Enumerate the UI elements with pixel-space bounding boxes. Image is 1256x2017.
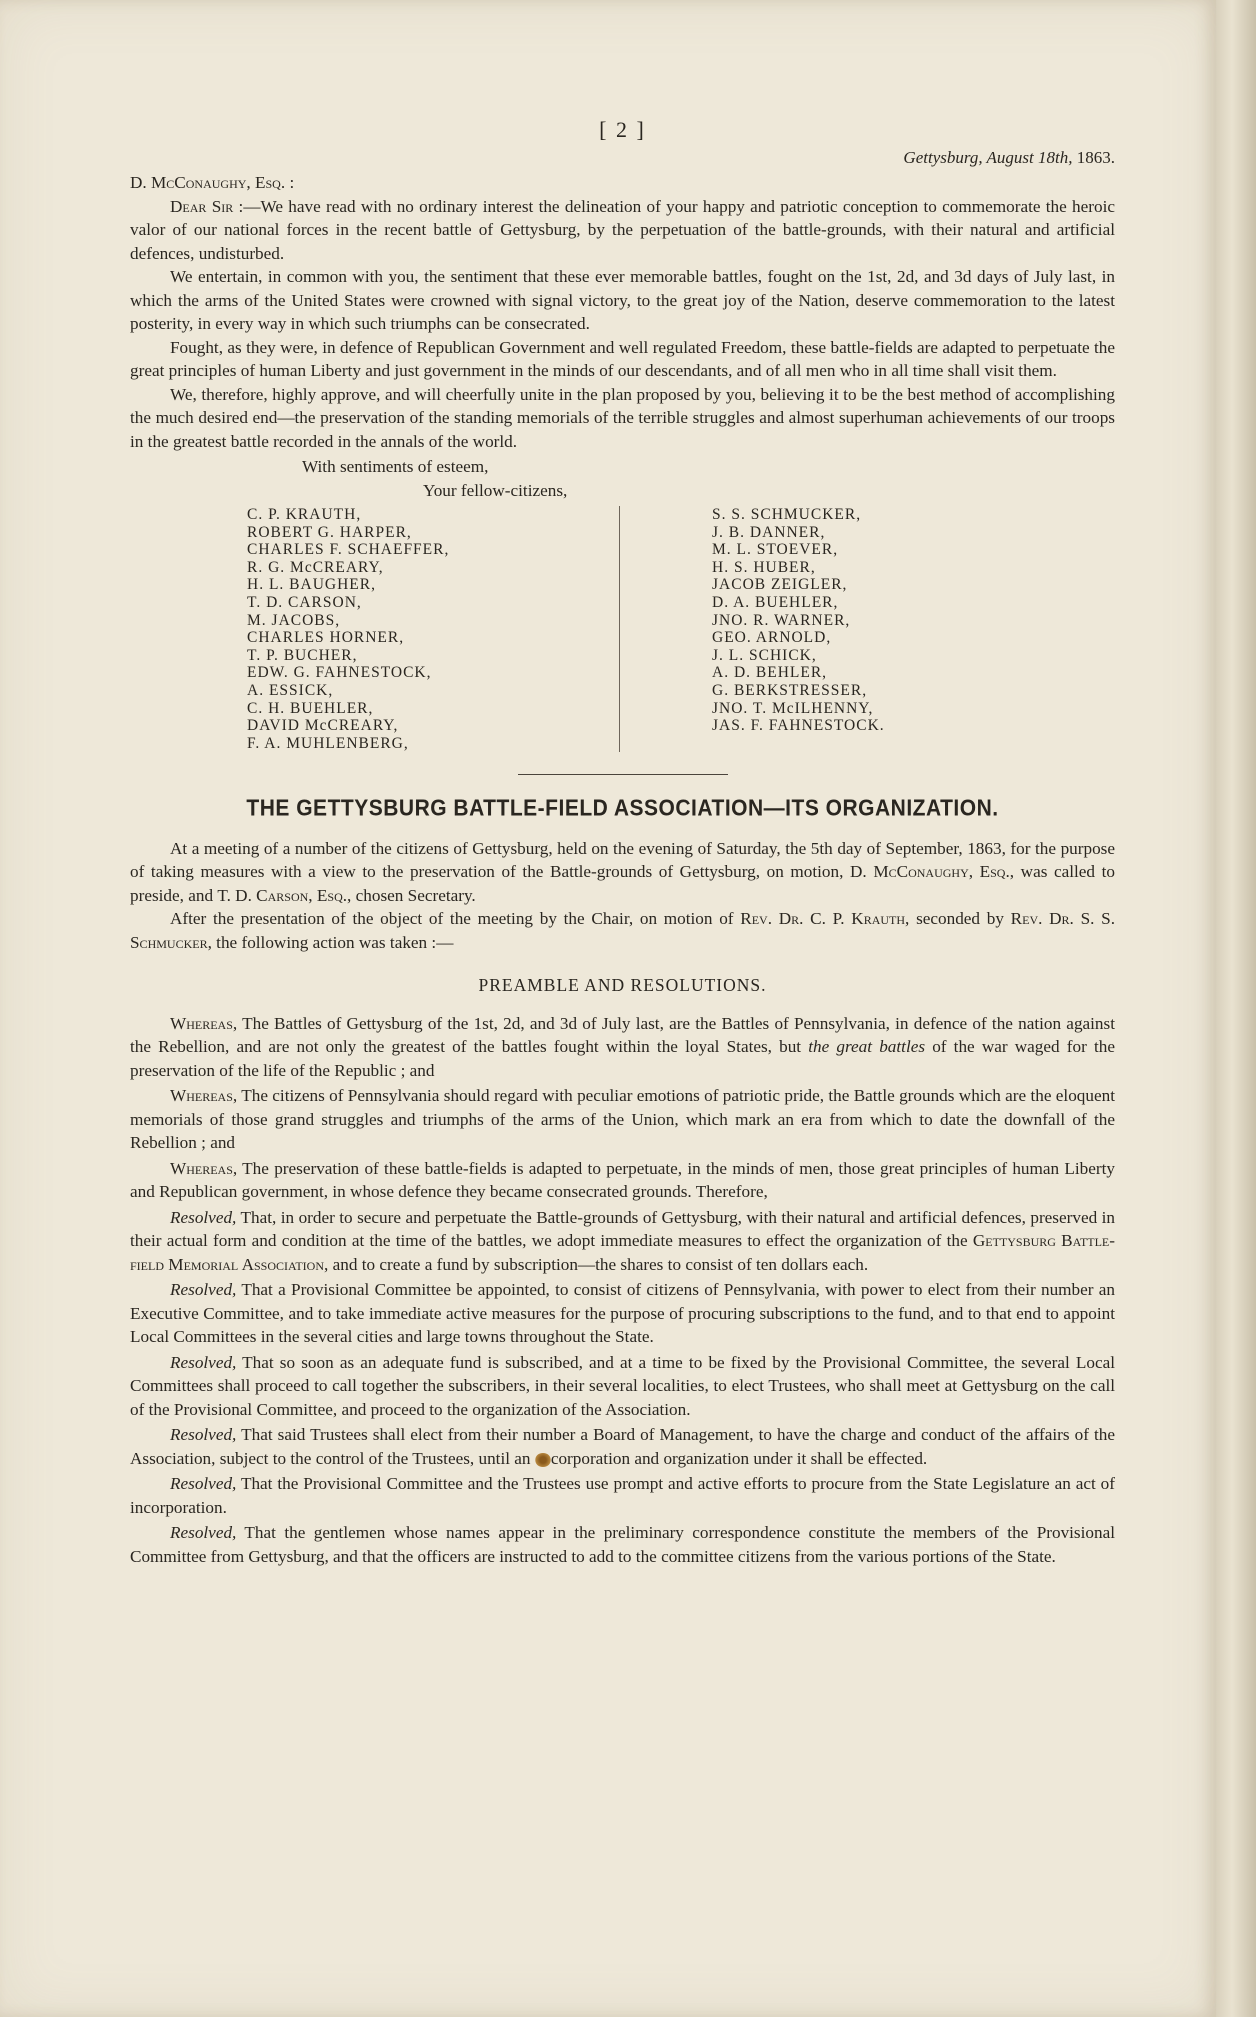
whereas-3: Whereas, The preservation of these battle-fields is adapted to perpetuate, in the minds of men, those great principles of human Liberty and Republican government, in whose defence they became consecrated grounds. Therefore, [130,1158,1115,1202]
signature-name: H. S. HUBER, [712,558,816,576]
page-number: [ 2 ] [599,117,646,142]
signature-name: M. JACOBS, [247,611,341,629]
letter-addressee: D. McConaughy, Esq. : [130,173,295,192]
signature-column-right [712,506,885,752]
organization-paragraph-1: At a meeting of a number of the citizens of Gettysburg, held on the evening of Saturday, the 5th day of September, 1863, for the purpose of taking measures with a view to the preservation of the Battle-grounds of Gettysburg, on motion, D. McConaughy, Esq., was called to preside, and T. D. Carson, Esq., chosen Secretary. [130,838,1115,905]
closing-line-2: Your fellow-citizens, [423,480,568,500]
resolutions [130,1012,1115,1569]
signature-block [130,506,1115,752]
signature-name: ROBERT G. HARPER, [247,523,412,541]
signature-name: F. A. MUHLENBERG, [247,734,409,752]
signature-name: JNO. R. WARNER, [712,611,851,629]
resolution-2: Resolved, That a Provisional Committee be appointed, to consist of citizens of Pennsylvania, with power to elect from their number an Executive Committee, and to take immediate active measures for the purpose of procuring subscriptions to the fund, and to that end to appoint Local Committees in the several cities and large towns throughout the State. [130,1280,1115,1347]
section-rule [518,774,728,775]
signature-name: CHARLES F. SCHAEFFER, [247,541,450,559]
letter-paragraph-2: We entertain, in common with you, the sentiment that these ever memorable battles, fought on the 1st, 2d, and 3d days of July last, in which the arms of the United States were crowned with signal victory, to the great joy of the Nation, deserve commemoration to the latest posterity, in every way in which such triumphs can be consecrated. [130,267,1115,333]
signature-name: M. L. STOEVER, [712,541,839,559]
signature-divider [619,506,620,752]
document-body [130,118,1115,1570]
resolution-1: Resolved, That, in order to secure and perpetuate the Battle-grounds of Gettysburg, with their natural and artificial defences, preserved in their actual form and condition at the time of the battles, we adopt immediate measures to effect the organization of the Gettysburg Battle-field Memorial Association, and to create a fund by subscription—the shares to consist of ten dollars each. [130,1207,1115,1274]
signature-name: A. ESSICK, [247,681,334,699]
signature-name: T. D. CARSON, [247,593,362,611]
signature-name: CHARLES HORNER, [247,629,405,647]
signature-name: A. D. BEHLER, [712,664,828,682]
organization-paragraph-2: After the presentation of the object of the meeting by the Chair, on motion of Rev. Dr. C. P. Krauth, seconded by Rev. Dr. S. S. Schmucker, the following action was taken :— [130,909,1115,952]
whereas-2: Whereas, The citizens of Pennsylvania should regard with peculiar emotions of patriotic pride, the Battle grounds which are the eloquent memorials of those grand struggles and triumphs of the arms of the Union, which mark an era from which to date the downfall of the Rebellion ; and [130,1086,1115,1153]
signature-name: T. P. BUCHER, [247,646,358,664]
resolution-3: Resolved, That so soon as an adequate fund is subscribed, and at a time to be fixed by the Provisional Committee, the several Local Committees shall proceed to call together the subscribers, in their several localities, to elect Trustees, who shall meet at Gettysburg on the call of the Provisional Committee, and proceed to the organization of the Association. [130,1352,1115,1419]
signature-name: JACOB ZEIGLER, [712,576,848,594]
signature-name: R. G. McCREARY, [247,558,384,576]
signature-name: H. L. BAUGHER, [247,576,376,594]
next-page-edge [1216,0,1256,2017]
signature-name: J. L. SCHICK, [712,646,817,664]
signature-name: D. A. BUEHLER, [712,593,839,611]
signature-name: G. BERKSTRESSER, [712,681,868,699]
signature-name: EDW. G. FAHNESTOCK, [247,664,432,682]
resolution-5: Resolved, That the Provisional Committee and the Trustees use prompt and active efforts to procure from the State Legislature an act of incorporation. [130,1474,1115,1517]
letter-paragraph-1: Dear Sir :—We have read with no ordinary interest the delineation of your happy and patriotic conception to commemorate the heroic valor of our national forces in the recent battle of Gettysburg, by the perpetuation of the battle-grounds, with their natural and artificial defences, undisturbed. [130,196,1115,263]
signature-name: JNO. T. McILHENNY, [712,699,874,717]
signature-name: J. B. DANNER, [712,523,826,541]
letter-paragraph-3: Fought, as they were, in defence of Republican Government and well regulated Freedom, these battle-fields are adapted to perpetuate the great principles of human Liberty and just government in the minds of our descendants, and of all men who in all time shall visit them. [130,337,1115,380]
signature-column-left [247,506,619,752]
preamble-heading: PREAMBLE AND RESOLUTIONS. [478,975,767,996]
signature-name: DAVID McCREARY, [247,717,399,735]
letter-date: Gettysburg, August 18th, 1863. [903,147,1115,167]
stain-mark [535,1453,551,1467]
signature-name: C. P. KRAUTH, [247,506,362,523]
signature-name: JAS. F. FAHNESTOCK. [712,717,885,735]
letter-paragraph-4: We, therefore, highly approve, and will cheerfully unite in the plan proposed by you, believing it to be the best method of accomplishing the much desired end—the preservation of the standing memorials of the terrible struggles and almost superhuman achievements of our troops in the greatest battle recorded in the annals of the world. [130,384,1115,451]
organization-title: THE GETTYSBURG BATTLE-FIELD ASSOCIATION—ITS ORGANIZATION. [246,796,999,822]
signature-name: GEO. ARNOLD, [712,629,832,647]
resolution-6: Resolved, That the gentlemen whose names appear in the preliminary correspondence constitute the members of the Provisional Committee from Gettysburg, and that the officers are instructed to add to the committee citizens from the various portions of the State. [130,1523,1115,1566]
closing-line-1: With sentiments of esteem, [302,457,489,476]
signature-name: S. S. SCHMUCKER, [712,506,862,523]
whereas-1: Whereas, The Battles of Gettysburg of the 1st, 2d, and 3d of July last, are the Battles of Pennsylvania, in defence of the nation against the Rebellion, and are not only the greatest of the battles fought within the loyal States, but the great battles of the war waged for the preservation of the life of the Republic ; and [130,1013,1115,1080]
resolution-4: Resolved, That said Trustees shall elect from their number a Board of Management, to have the charge and conduct of the affairs of the Association, subject to the control of the Trustees, until an corporation and organization under it shall be effected. [130,1425,1115,1468]
signature-name: C. H. BUEHLER, [247,699,374,717]
